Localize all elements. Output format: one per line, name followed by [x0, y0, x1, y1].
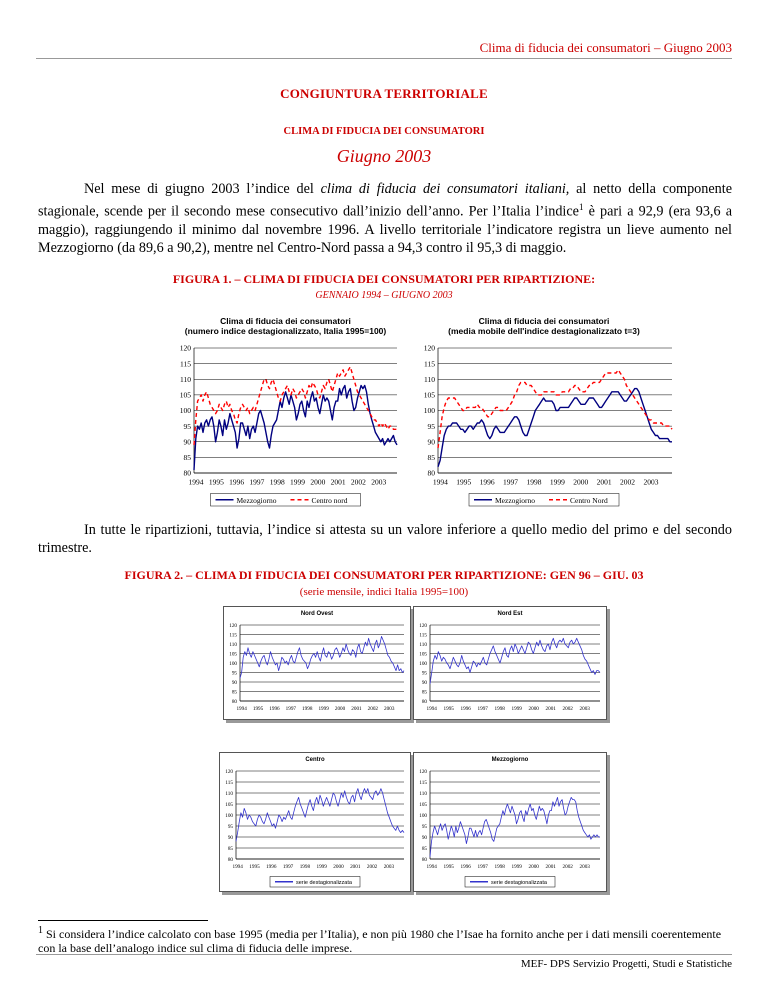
- paragraph-1-part2: al netto della componente stagionale, scende per il secondo mese consecutivo dall’inizio dell’anno. Per l’Italia l’indice: [38, 181, 732, 220]
- chart-title: Clima di fiducia dei consumatori: [478, 316, 610, 326]
- y-tick-label: 105: [419, 651, 427, 658]
- x-tick-label: 2003: [383, 864, 395, 871]
- x-tick-label: 2000: [334, 706, 346, 713]
- x-tick-label: 1996: [229, 477, 245, 487]
- chart-title: Nord Est: [497, 611, 523, 617]
- x-tick-label: 2003: [384, 706, 395, 713]
- x-tick-label: 2002: [562, 864, 573, 871]
- x-tick-label: 1997: [503, 477, 519, 487]
- y-tick-label: 100: [423, 406, 435, 416]
- chart-fig1-right: [410, 313, 678, 511]
- x-tick-label: 2003: [579, 864, 590, 871]
- x-tick-label: 1998: [269, 477, 285, 487]
- chart-fig1-left: [168, 313, 403, 511]
- paragraph-1-italic: clima di fiducia dei consumatori italiani,: [320, 181, 570, 197]
- x-tick-label: 2003: [371, 477, 387, 487]
- x-tick-label: 2002: [350, 477, 366, 487]
- y-tick-label: 95: [421, 823, 427, 830]
- y-tick-label: 80: [227, 856, 233, 863]
- y-tick-label: 95: [231, 670, 237, 677]
- x-tick-label: 2002: [366, 864, 378, 871]
- x-tick-label: 1995: [252, 706, 264, 713]
- x-tick-label: 2003: [579, 706, 590, 713]
- y-tick-label: 115: [424, 359, 435, 369]
- footnote-ref[interactable]: 1: [578, 202, 584, 212]
- x-tick-label: 2002: [562, 706, 573, 713]
- chart-nord-ovest: [223, 606, 411, 720]
- x-tick-label: 2001: [351, 706, 362, 713]
- x-tick-label: 2002: [367, 706, 379, 713]
- footer: MEF- DPS Servizio Progetti, Studi e Statistiche: [520, 958, 732, 970]
- y-tick-label: 90: [427, 437, 435, 447]
- footer-divider: [36, 954, 732, 955]
- y-tick-label: 120: [423, 343, 435, 353]
- footnote-divider: [38, 920, 208, 921]
- x-tick-label: 1994: [236, 706, 247, 713]
- x-tick-label: 2001: [545, 864, 556, 871]
- y-tick-label: 115: [419, 779, 427, 786]
- legend-label: Mezzogiorno: [495, 496, 535, 505]
- legend-label: serie destagionalizzata: [491, 880, 547, 886]
- x-tick-label: 1997: [282, 864, 294, 871]
- x-tick-label: 1995: [249, 864, 260, 871]
- paragraph-1-part3: è pari a 92,9 (era 93,6 a maggio), raggiungendo il minimo dal novembre 1996. A livello territoriale l’indicatore registra un lieve aumento nel Mezzogiorno (da 89,6 a 90,2), mentre nel Centro-Nord passa a 94,3 contro il 95,3 di maggio.: [38, 203, 732, 256]
- x-tick-label: 1999: [318, 706, 329, 713]
- x-tick-label: 1998: [302, 706, 313, 713]
- x-tick-label: 1998: [494, 864, 505, 871]
- x-tick-label: 2000: [573, 477, 589, 487]
- x-tick-label: 1994: [432, 477, 448, 487]
- figure-2-subtitle: (serie mensile, indici Italia 1995=100): [299, 586, 469, 598]
- figure-2-title: FIGURA 2. – CLIMA DI FIDUCIA DEI CONSUMATORI PER RIPARTIZIONE: GEN 96 – GIU. 03: [124, 568, 644, 582]
- x-tick-label: 1995: [443, 864, 454, 871]
- x-tick-label: 2001: [596, 477, 612, 487]
- figure-1-subtitle: GENNAIO 1994 – GIUGNO 2003: [315, 290, 453, 301]
- y-tick-label: 120: [179, 343, 191, 353]
- x-tick-label: 1999: [290, 477, 306, 487]
- y-tick-label: 90: [421, 834, 427, 841]
- date-title: Giugno 2003: [336, 146, 432, 166]
- series-line-serie-destagionalizzata: [240, 636, 404, 678]
- y-tick-label: 110: [424, 374, 435, 384]
- series-line-centro-nord: [194, 367, 397, 445]
- chart-title: Clima di fiducia dei consumatori: [220, 316, 351, 326]
- y-tick-label: 105: [179, 390, 191, 400]
- x-tick-label: 1994: [232, 864, 243, 871]
- paragraph-1-part1: Nel mese di giugno 2003 l’indice del: [84, 181, 321, 197]
- x-tick-label: 1995: [208, 477, 224, 487]
- y-tick-label: 95: [427, 421, 435, 431]
- x-tick-label: 1996: [460, 864, 471, 871]
- x-tick-label: 1997: [477, 864, 488, 871]
- y-tick-label: 120: [229, 622, 237, 629]
- y-tick-label: 90: [231, 679, 237, 686]
- legend-label: Centro Nord: [570, 496, 608, 505]
- chart-nord-est: [413, 606, 607, 720]
- x-tick-label: 2001: [350, 864, 361, 871]
- chart-title: Nord Ovest: [300, 611, 334, 617]
- y-tick-label: 120: [225, 768, 233, 775]
- subtitle: CLIMA DI FIDUCIA DEI CONSUMATORI: [283, 126, 485, 137]
- legend-label: Centro nord: [311, 496, 348, 505]
- y-tick-label: 80: [427, 468, 435, 478]
- y-tick-label: 105: [419, 801, 427, 808]
- y-tick-label: 95: [227, 823, 233, 830]
- x-tick-label: 2000: [333, 864, 344, 871]
- y-tick-label: 90: [183, 437, 191, 447]
- y-tick-label: 105: [229, 651, 237, 658]
- chart-subtitle: (media mobile dell'indice destagionalizzato t=3): [448, 326, 640, 336]
- y-tick-label: 100: [179, 406, 191, 416]
- x-tick-label: 1994: [188, 477, 204, 487]
- y-tick-label: 80: [231, 698, 237, 705]
- y-tick-label: 80: [183, 468, 191, 478]
- y-tick-label: 85: [421, 845, 427, 852]
- y-tick-label: 85: [227, 845, 233, 852]
- x-tick-label: 1995: [443, 706, 454, 713]
- x-tick-label: 1999: [511, 706, 522, 713]
- x-tick-label: 1999: [316, 864, 327, 871]
- y-tick-label: 110: [419, 641, 427, 648]
- y-tick-label: 120: [419, 622, 427, 629]
- legend-label: Mezzogiorno: [236, 496, 277, 505]
- series-line-mezzogiorno: [438, 389, 672, 467]
- x-tick-label: 2000: [528, 706, 539, 713]
- series-line-serie-destagionalizzata: [430, 638, 600, 684]
- y-tick-label: 100: [419, 660, 427, 667]
- x-tick-label: 1997: [285, 706, 297, 713]
- x-tick-label: 1996: [266, 864, 277, 871]
- y-tick-label: 115: [419, 632, 427, 639]
- x-tick-label: 1996: [460, 706, 471, 713]
- x-tick-label: 1999: [549, 477, 565, 487]
- y-tick-label: 105: [225, 801, 233, 808]
- y-tick-label: 110: [419, 790, 427, 797]
- x-tick-label: 1996: [479, 477, 495, 487]
- y-tick-label: 80: [421, 856, 427, 863]
- x-tick-label: 1994: [426, 864, 437, 871]
- x-tick-label: 1997: [477, 706, 488, 713]
- y-tick-label: 95: [421, 670, 427, 677]
- y-tick-label: 110: [180, 374, 191, 384]
- x-tick-label: 1994: [426, 706, 437, 713]
- y-tick-label: 100: [229, 660, 237, 667]
- y-tick-label: 115: [225, 779, 233, 786]
- x-tick-label: 1998: [299, 864, 311, 871]
- x-tick-label: 1998: [526, 477, 542, 487]
- y-tick-label: 85: [231, 689, 237, 696]
- legend-label: serie destagionalizzata: [296, 880, 352, 886]
- chart-mezzogiorno: [413, 752, 607, 892]
- y-tick-label: 120: [419, 768, 427, 775]
- x-tick-label: 2000: [310, 477, 326, 487]
- x-tick-label: 1998: [494, 706, 505, 713]
- x-tick-label: 1995: [456, 477, 472, 487]
- footnote: [38, 924, 734, 955]
- y-tick-label: 90: [421, 679, 427, 686]
- y-tick-label: 105: [423, 390, 435, 400]
- figure-1-title: FIGURA 1. – CLIMA DI FIDUCIA DEI CONSUMATORI PER RIPARTIZIONE:: [172, 272, 596, 286]
- y-tick-label: 100: [225, 812, 233, 819]
- paragraph-1: [38, 180, 732, 257]
- y-tick-label: 80: [421, 698, 427, 705]
- x-tick-label: 2001: [330, 477, 346, 487]
- x-tick-label: 2003: [643, 477, 659, 487]
- y-tick-label: 110: [225, 790, 233, 797]
- chart-title: Mezzogiorno: [491, 757, 529, 763]
- x-tick-label: 2000: [528, 864, 539, 871]
- x-tick-label: 1996: [269, 706, 280, 713]
- section-title: CONGIUNTURA TERRITORIALE: [280, 86, 488, 101]
- paragraph-2: In tutte le ripartizioni, tuttavia, l’indice si attesta su un valore inferiore a quello medio del primo e del secondo trimestre.: [38, 522, 732, 556]
- y-tick-label: 90: [227, 834, 233, 841]
- x-tick-label: 1999: [511, 864, 522, 871]
- chart-title: Centro: [305, 757, 325, 763]
- x-tick-label: 2002: [620, 477, 636, 487]
- y-tick-label: 95: [183, 421, 191, 431]
- header-divider: [36, 58, 732, 59]
- y-tick-label: 85: [427, 453, 435, 462]
- y-tick-label: 100: [419, 812, 427, 819]
- y-tick-label: 85: [421, 689, 427, 696]
- running-header: Clima di fiducia dei consumatori – Giugno 2003: [479, 40, 732, 55]
- y-tick-label: 85: [183, 453, 191, 462]
- chart-subtitle: (numero indice destagionalizzato, Italia 1995=100): [184, 326, 387, 336]
- chart-centro: [219, 752, 411, 892]
- y-tick-label: 115: [229, 632, 237, 639]
- x-tick-label: 2001: [545, 706, 556, 713]
- footnote-number: 1: [38, 925, 43, 936]
- x-tick-label: 1997: [249, 477, 265, 487]
- y-tick-label: 110: [229, 641, 237, 648]
- y-tick-label: 115: [180, 359, 191, 369]
- footnote-text: Si considera l’indice calcolato con base 1995 (media per l’Italia), e non più 1980 che l’Isae ha fornito anche per i dati mensili coerentemente con la base dell’analogo indice sul clima di fiducia delle imprese.: [38, 927, 722, 955]
